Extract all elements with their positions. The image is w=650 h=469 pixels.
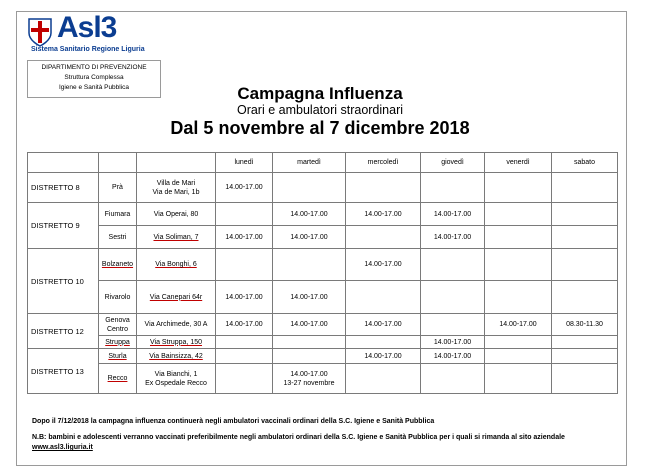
table-row — [28, 336, 618, 349]
time-cell — [346, 281, 421, 314]
website-link[interactable]: www.asl3.liguria.it — [32, 444, 93, 451]
logo-tagline: Sistema Sanitario Regione Liguria — [31, 46, 145, 53]
time-cell — [421, 314, 485, 336]
header-empty — [137, 153, 216, 173]
place-cell: Sestri — [99, 226, 137, 249]
place-cell — [99, 249, 137, 281]
time-cell — [485, 336, 552, 349]
time-cell — [552, 281, 618, 314]
footer-nb-text: N.B: bambini e adolescenti verranno vaccinati preferibilmente negli ambulatori ordinari della S.C. Igiene e Sanità Pubblica per i quali si rimanda al sito aziendale — [32, 434, 565, 441]
time-cell: 08.30-11.30 — [552, 314, 618, 336]
schedule-table — [27, 152, 618, 394]
address-cell — [137, 173, 216, 203]
address-cell — [137, 249, 216, 281]
time-cell — [485, 364, 552, 394]
time-cell: 14.00-17.00 — [421, 226, 485, 249]
department-line2: Struttura Complessa — [64, 74, 124, 81]
time-cell — [485, 173, 552, 203]
time-cell — [216, 364, 273, 394]
place-text: Bolzaneto — [101, 261, 134, 268]
time-cell — [552, 249, 618, 281]
district-label: DISTRETTO 10 — [28, 249, 99, 314]
place-line: Centro — [106, 325, 128, 333]
page-subtitle: Orari e ambulatori straordinari — [236, 103, 404, 117]
place-text: Sturla — [108, 352, 127, 360]
address-cell — [137, 226, 216, 249]
time-cell: 14.00-17.00 — [216, 173, 273, 203]
department-line3: Igiene e Sanità Pubblica — [58, 84, 130, 91]
time-cell: 14.00-17.00 — [346, 203, 421, 226]
address-cell — [137, 364, 216, 394]
time-cell — [346, 364, 421, 394]
time-cell — [346, 226, 421, 249]
place-cell: Rivarolo — [99, 281, 137, 314]
place-text: Struppa — [105, 338, 130, 346]
time-cell — [273, 349, 346, 364]
district-label: DISTRETTO 12 — [28, 314, 99, 349]
page-title: Campagna Influenza — [237, 84, 403, 103]
header-day: sabato — [552, 153, 618, 173]
time-cell — [552, 203, 618, 226]
time-cell — [273, 173, 346, 203]
liguria-shield-icon — [27, 17, 53, 47]
footer-nb — [32, 433, 592, 453]
place-cell — [99, 336, 137, 349]
header-row — [28, 153, 618, 173]
footer-note: Dopo il 7/12/2018 la campagna influenza continuerà negli ambulatori vaccinali ordinari della S.C. Igiene e Sanità Pubblica — [32, 418, 435, 425]
time-cell: 14.00-17.00 — [216, 281, 273, 314]
table-row — [28, 349, 618, 364]
time-cell — [421, 281, 485, 314]
logo-brand: Asl3 — [57, 11, 117, 44]
time-cell: 14.00-17.00 — [216, 314, 273, 336]
time-cell — [216, 336, 273, 349]
district-label: DISTRETTO 9 — [28, 203, 99, 249]
table-row — [28, 173, 618, 203]
address-text: Via Struppa, 150 — [149, 338, 203, 346]
time-cell — [485, 203, 552, 226]
time-cell — [216, 349, 273, 364]
time-cell — [346, 336, 421, 349]
time-cell — [552, 226, 618, 249]
header-day: lunedì — [216, 153, 273, 173]
header-day: venerdì — [485, 153, 552, 173]
time-cell — [346, 173, 421, 203]
address-line: Via Bianchi, 1 — [154, 370, 198, 378]
time-cell: 14.00-17.00 — [421, 203, 485, 226]
header-empty — [28, 153, 99, 173]
time-cell — [421, 173, 485, 203]
time-cell: 14.00-17.00 — [421, 349, 485, 364]
address-line: Ex Ospedale Recco — [145, 379, 207, 387]
asl3-logo — [27, 11, 157, 57]
header-day: mercoledì — [346, 153, 421, 173]
time-cell: 14.00-17.00 — [346, 314, 421, 336]
address-line: Villa de Mari — [156, 179, 196, 187]
table-row — [28, 203, 618, 226]
place-cell — [99, 349, 137, 364]
time-cell: 14.00-17.00 — [346, 249, 421, 281]
time-cell — [552, 173, 618, 203]
time-cell — [485, 281, 552, 314]
place-cell: Prà — [99, 173, 137, 203]
time-cell — [485, 349, 552, 364]
address-text: Via Bonghi, 6 — [155, 261, 197, 268]
address-cell: Via Archimede, 30 A — [137, 314, 216, 336]
time-cell: 14.00-17.00 — [346, 349, 421, 364]
department-line1: DIPARTIMENTO DI PREVENZIONE — [41, 64, 147, 71]
time-line: 13-27 novembre — [283, 379, 335, 387]
address-text: Via Canepari 64r — [149, 293, 203, 301]
address-text: Via Soliman, 7 — [153, 233, 199, 241]
time-cell — [273, 364, 346, 394]
address-text: Via Bainsizza, 42 — [149, 352, 203, 360]
header-day: martedì — [273, 153, 346, 173]
address-line: Via de Mari, 1b — [152, 188, 200, 196]
place-cell — [99, 364, 137, 394]
time-cell: 14.00-17.00 — [273, 314, 346, 336]
table-row — [28, 364, 618, 394]
header-empty — [99, 153, 137, 173]
time-cell: 14.00-17.00 — [273, 203, 346, 226]
district-label: DISTRETTO 13 — [28, 349, 99, 394]
time-cell — [552, 336, 618, 349]
time-cell: 14.00-17.00 — [485, 314, 552, 336]
place-text: Recco — [107, 375, 128, 382]
district-label: DISTRETTO 8 — [28, 173, 99, 203]
table-row — [28, 249, 618, 281]
place-cell — [99, 314, 137, 336]
time-cell: 14.00-17.00 — [216, 226, 273, 249]
campaign-dates: Dal 5 novembre al 7 dicembre 2018 — [170, 118, 470, 138]
time-cell: 14.00-17.00 — [273, 226, 346, 249]
address-cell — [137, 349, 216, 364]
time-cell — [216, 249, 273, 281]
time-cell: 14.00-17.00 — [421, 336, 485, 349]
table-row — [28, 226, 618, 249]
time-cell — [485, 249, 552, 281]
time-cell — [273, 249, 346, 281]
place-cell: Fiumara — [99, 203, 137, 226]
time-cell: 14.00-17.00 — [273, 281, 346, 314]
time-cell — [421, 249, 485, 281]
time-line: 14.00-17.00 — [290, 370, 328, 378]
time-cell — [421, 364, 485, 394]
department-box — [27, 60, 161, 98]
header-day: giovedì — [421, 153, 485, 173]
address-cell — [137, 281, 216, 314]
time-cell — [552, 364, 618, 394]
place-line: Genova — [105, 316, 130, 324]
table-row — [28, 314, 618, 336]
address-cell: Via Operai, 80 — [137, 203, 216, 226]
time-cell — [485, 226, 552, 249]
time-cell — [216, 203, 273, 226]
time-cell — [552, 349, 618, 364]
address-cell — [137, 336, 216, 349]
time-cell — [273, 336, 346, 349]
table-row — [28, 281, 618, 314]
